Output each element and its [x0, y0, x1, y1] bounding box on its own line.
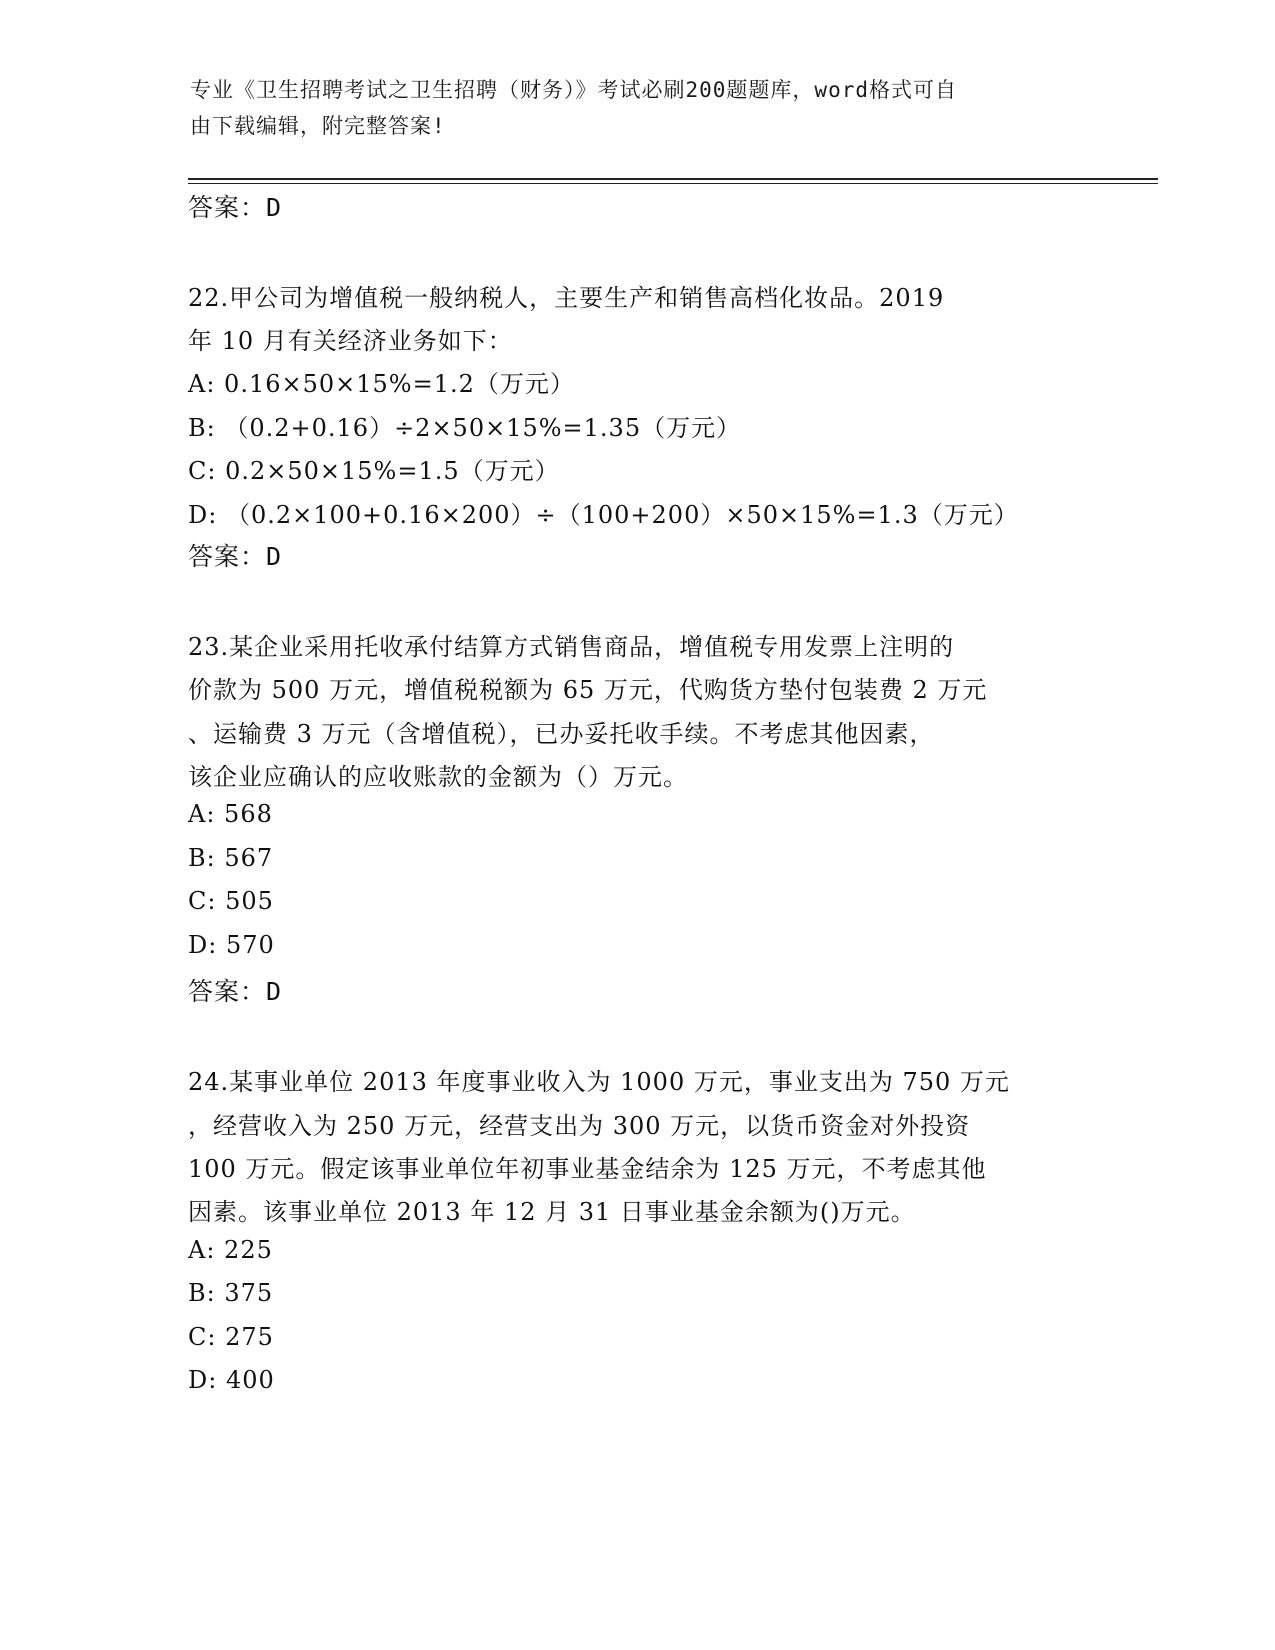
header-line-2: 由下载编辑，附完整答案!: [190, 114, 446, 138]
question-text-line: 年 10 月有关经济业务如下：: [188, 327, 513, 355]
option-a: A: 0.16×50×15%=1.2（万元）: [188, 370, 575, 398]
option-b: B: （0.2+0.16）÷2×50×15%=1.35（万元）: [188, 414, 742, 442]
question-text-line: 该企业应确认的应收账款的金额为（）万元。: [188, 763, 688, 791]
question-text-line: ，经营收入为 250 万元，经营支出为 300 万元，以货币资金对外投资: [188, 1112, 971, 1140]
header-divider: [188, 178, 1158, 180]
answer-line: 答案：D: [188, 193, 283, 222]
option-c: C: 275: [188, 1323, 274, 1351]
option-c: C: 0.2×50×15%=1.5（万元）: [188, 457, 560, 485]
option-a: A: 568: [188, 800, 273, 828]
option-d: D: （0.2×100+0.16×200）÷（100+200）×50×15%=1.3（万元）: [188, 501, 1019, 529]
option-a: A: 225: [188, 1236, 273, 1264]
option-d: D: 570: [188, 931, 275, 959]
header-line-1: 专业《卫生招聘考试之卫生招聘（财务）》考试必刷200题题库，word格式可自: [190, 78, 957, 102]
question-text-line: 100 万元。假定该事业单位年初事业基金结余为 125 万元，不考虑其他: [188, 1155, 987, 1183]
answer-line: 答案：D: [188, 977, 283, 1006]
answer-line: 答案：D: [188, 542, 283, 571]
option-c: C: 505: [188, 887, 274, 915]
header-divider-thin: [188, 183, 1158, 184]
page-header: [190, 72, 1090, 144]
option-b: B: 375: [188, 1279, 274, 1307]
question-text-line: 价款为 500 万元，增值税税额为 65 万元，代购货方垫付包装费 2 万元: [188, 676, 988, 704]
option-b: B: 567: [188, 844, 274, 872]
question-text-line: 、运输费 3 万元（含增值税），已办妥托收手续。不考虑其他因素，: [188, 720, 935, 748]
option-d: D: 400: [188, 1366, 275, 1394]
question-text-line: 24.某事业单位 2013 年度事业收入为 1000 万元，事业支出为 750 万元: [188, 1068, 1010, 1096]
question-text-line: 22.甲公司为增值税一般纳税人，主要生产和销售高档化妆品。2019: [188, 284, 945, 312]
question-text-line: 因素。该事业单位 2013 年 12 月 31 日事业基金余额为()万元。: [188, 1198, 916, 1226]
question-text-line: 23.某企业采用托收承付结算方式销售商品，增值税专用发票上注明的: [188, 633, 955, 661]
